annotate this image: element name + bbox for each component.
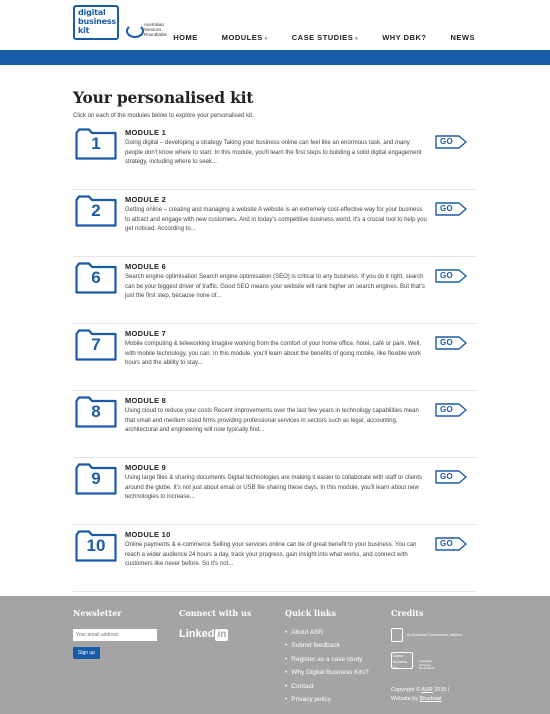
asr-swirl-icon xyxy=(126,24,144,38)
asr-credit-logo xyxy=(419,660,443,670)
module-title[interactable]: MODULE 9 xyxy=(125,463,167,472)
linkedin-text: Linked xyxy=(179,628,215,640)
module-title[interactable]: MODULE 2 xyxy=(125,195,167,204)
quick-link[interactable]: • Privacy policy xyxy=(285,693,369,706)
nav-label: WHY DBK? xyxy=(382,33,427,42)
nav-item-modules[interactable] xyxy=(222,33,268,42)
connect-heading: Connect with us xyxy=(179,608,252,618)
module-number: 8 xyxy=(91,402,101,421)
go-button[interactable] xyxy=(435,403,467,417)
header-band xyxy=(0,50,550,65)
module-number: 6 xyxy=(91,268,101,287)
folder-icon[interactable] xyxy=(75,195,117,227)
quick-link[interactable]: • Register as a case study xyxy=(285,653,369,666)
australian-government-logo xyxy=(391,628,481,644)
asr-link[interactable]: ASR xyxy=(421,687,433,693)
module-row xyxy=(73,526,477,592)
main-nav xyxy=(149,33,475,42)
copyright-year: 2015 | xyxy=(432,687,450,693)
module-description: Going digital – developing a strategy Taking your business online can feel like an enormous task, and many people don't know where to start. In this module, you'll learn the first steps to building a solid digital engagement strategy, including where to seek... xyxy=(125,140,422,166)
copyright-text xyxy=(391,686,473,704)
nav-label: MODULES xyxy=(221,33,263,42)
module-number: 9 xyxy=(91,469,101,488)
module-description: Search engine optimisation Search engine optimisation (SEO) is critical to any business. If you do it right, search can be your biggest driver of traffic. Good SEO means your website will rank higher on search engines. But that's just the first step, because none of... xyxy=(125,274,425,300)
module-description: Getting online – creating and managing a website A website is an extremely cost-effective way for your business to attract and engage with new customers. And in today's competitive business world, it's a crucial tool to help you get noticed. According to... xyxy=(125,207,427,233)
gov-initiative-text: An Australian Government Initiative xyxy=(407,633,462,637)
module-title[interactable]: MODULE 7 xyxy=(125,329,167,338)
connect-section xyxy=(179,608,252,640)
quick-link[interactable]: • Why Digital Business Kits? xyxy=(285,666,369,679)
newsletter-section xyxy=(73,608,122,656)
folder-icon[interactable] xyxy=(75,262,117,294)
dbk-credit-logo xyxy=(391,652,413,669)
chevron-down-icon: ▾ xyxy=(355,36,359,42)
page-title: Your personalised kit xyxy=(73,88,254,107)
quick-link[interactable]: • About ASR xyxy=(285,626,369,639)
module-title[interactable]: MODULE 10 xyxy=(125,530,171,539)
module-row xyxy=(73,325,477,391)
module-row xyxy=(73,191,477,257)
nav-item-case-studies[interactable] xyxy=(292,33,358,42)
go-label: GO xyxy=(440,338,454,347)
logo-line: business xyxy=(78,17,116,26)
asr-credit-line: Australian xyxy=(419,659,433,663)
newsletter-email-input[interactable] xyxy=(73,629,157,641)
quick-links-list xyxy=(285,626,369,706)
crest-icon xyxy=(391,628,403,642)
copyright-prefix: Copyright © xyxy=(391,687,422,693)
logo-line: digital xyxy=(78,8,106,17)
go-button[interactable] xyxy=(435,202,467,216)
blueboat-link[interactable]: Blueboat xyxy=(419,696,442,702)
credits-heading: Credits xyxy=(391,608,424,618)
partner-logo-line: Australian xyxy=(144,22,165,27)
nav-label: NEWS xyxy=(450,33,475,42)
go-button[interactable] xyxy=(435,269,467,283)
dbk-credit-line: Digital xyxy=(393,654,403,658)
go-label: GO xyxy=(440,137,454,146)
module-row xyxy=(73,124,477,190)
dbk-credit-line: Kit xyxy=(393,666,398,670)
folder-icon[interactable] xyxy=(75,530,117,562)
folder-icon[interactable] xyxy=(75,329,117,361)
module-description: Mobile computing & teleworking Imagine working from the comfort of your home office, hotel, café or park. Well, with mobile technology, you can. In this module, you'll learn about the benefits of going mobile, like flexible work hours and the ability to stay... xyxy=(125,341,421,367)
asr-credit-line: Roundtable xyxy=(419,666,435,670)
go-button[interactable] xyxy=(435,537,467,551)
module-row xyxy=(73,258,477,324)
dbk-credit-line: Business xyxy=(393,660,408,664)
module-number: 10 xyxy=(86,536,106,555)
go-label: GO xyxy=(440,539,454,548)
module-number: 7 xyxy=(91,335,101,354)
nav-item-news[interactable] xyxy=(451,33,476,42)
partner-logo-line: Services xyxy=(144,27,162,32)
quick-links-section xyxy=(285,608,369,704)
go-button[interactable] xyxy=(435,135,467,149)
go-label: GO xyxy=(440,405,454,414)
nav-item-why-dbk[interactable] xyxy=(382,33,426,42)
quick-links-heading: Quick links xyxy=(285,608,336,618)
site-footer xyxy=(0,596,550,714)
website-by-prefix: Website by xyxy=(391,696,420,702)
signup-button[interactable]: Sign up xyxy=(73,647,100,659)
linkedin-icon[interactable] xyxy=(179,628,228,641)
module-number: 2 xyxy=(91,201,101,220)
module-title[interactable]: MODULE 1 xyxy=(125,128,167,137)
linkedin-in-badge: in xyxy=(217,629,227,640)
module-row xyxy=(73,392,477,458)
credits-section xyxy=(391,608,481,702)
module-description: Using cloud to reduce your costs Recent improvements over the last few years in technology capabilities mean that small and medium sized firms providing professional services in sectors such as legal, accounting, architectural and engineering will now typically find... xyxy=(125,408,419,434)
folder-icon[interactable] xyxy=(75,128,117,160)
module-title[interactable]: MODULE 6 xyxy=(125,262,167,271)
partner-logo-line: Roundtable xyxy=(144,32,168,37)
logo-line: kit xyxy=(78,26,90,35)
folder-icon[interactable] xyxy=(75,396,117,428)
quick-link[interactable]: • Submit feedback xyxy=(285,639,369,652)
go-button[interactable] xyxy=(435,336,467,350)
nav-label: CASE STUDIES xyxy=(291,33,354,42)
module-title[interactable]: MODULE 8 xyxy=(125,396,167,405)
quick-link[interactable]: • Contact xyxy=(285,680,369,693)
intro-text: Click on each of the modules below to explore your personalised kit. xyxy=(73,113,254,119)
chevron-down-icon: ▾ xyxy=(264,36,268,42)
asr-credit-line: Services xyxy=(419,662,431,667)
digital-business-kit-logo[interactable] xyxy=(73,5,119,40)
module-number: 1 xyxy=(91,134,101,153)
nav-item-home[interactable] xyxy=(173,33,198,42)
go-label: GO xyxy=(440,271,454,280)
module-description: Using large files & sharing documents Digital technologies are making it easier to collaborate with staff or clients around the globe. It's not just about email or USB file sharing these days. In this module, you'll learn about new technologies to increase... xyxy=(125,475,423,501)
module-row xyxy=(73,459,477,525)
folder-icon[interactable] xyxy=(75,463,117,495)
newsletter-heading: Newsletter xyxy=(73,608,122,618)
go-button[interactable] xyxy=(435,470,467,484)
module-description: Online payments & e-commerce Selling your services online can be of great benefit to your business. You can reach a wider audience 24 hours a day, track your progress, gain insight into what works, and connect with customers like never before. So it's not... xyxy=(125,542,417,568)
nav-label: HOME xyxy=(173,33,198,42)
go-label: GO xyxy=(440,204,454,213)
go-label: GO xyxy=(440,472,454,481)
site-header xyxy=(0,0,550,50)
main-content xyxy=(73,88,477,568)
